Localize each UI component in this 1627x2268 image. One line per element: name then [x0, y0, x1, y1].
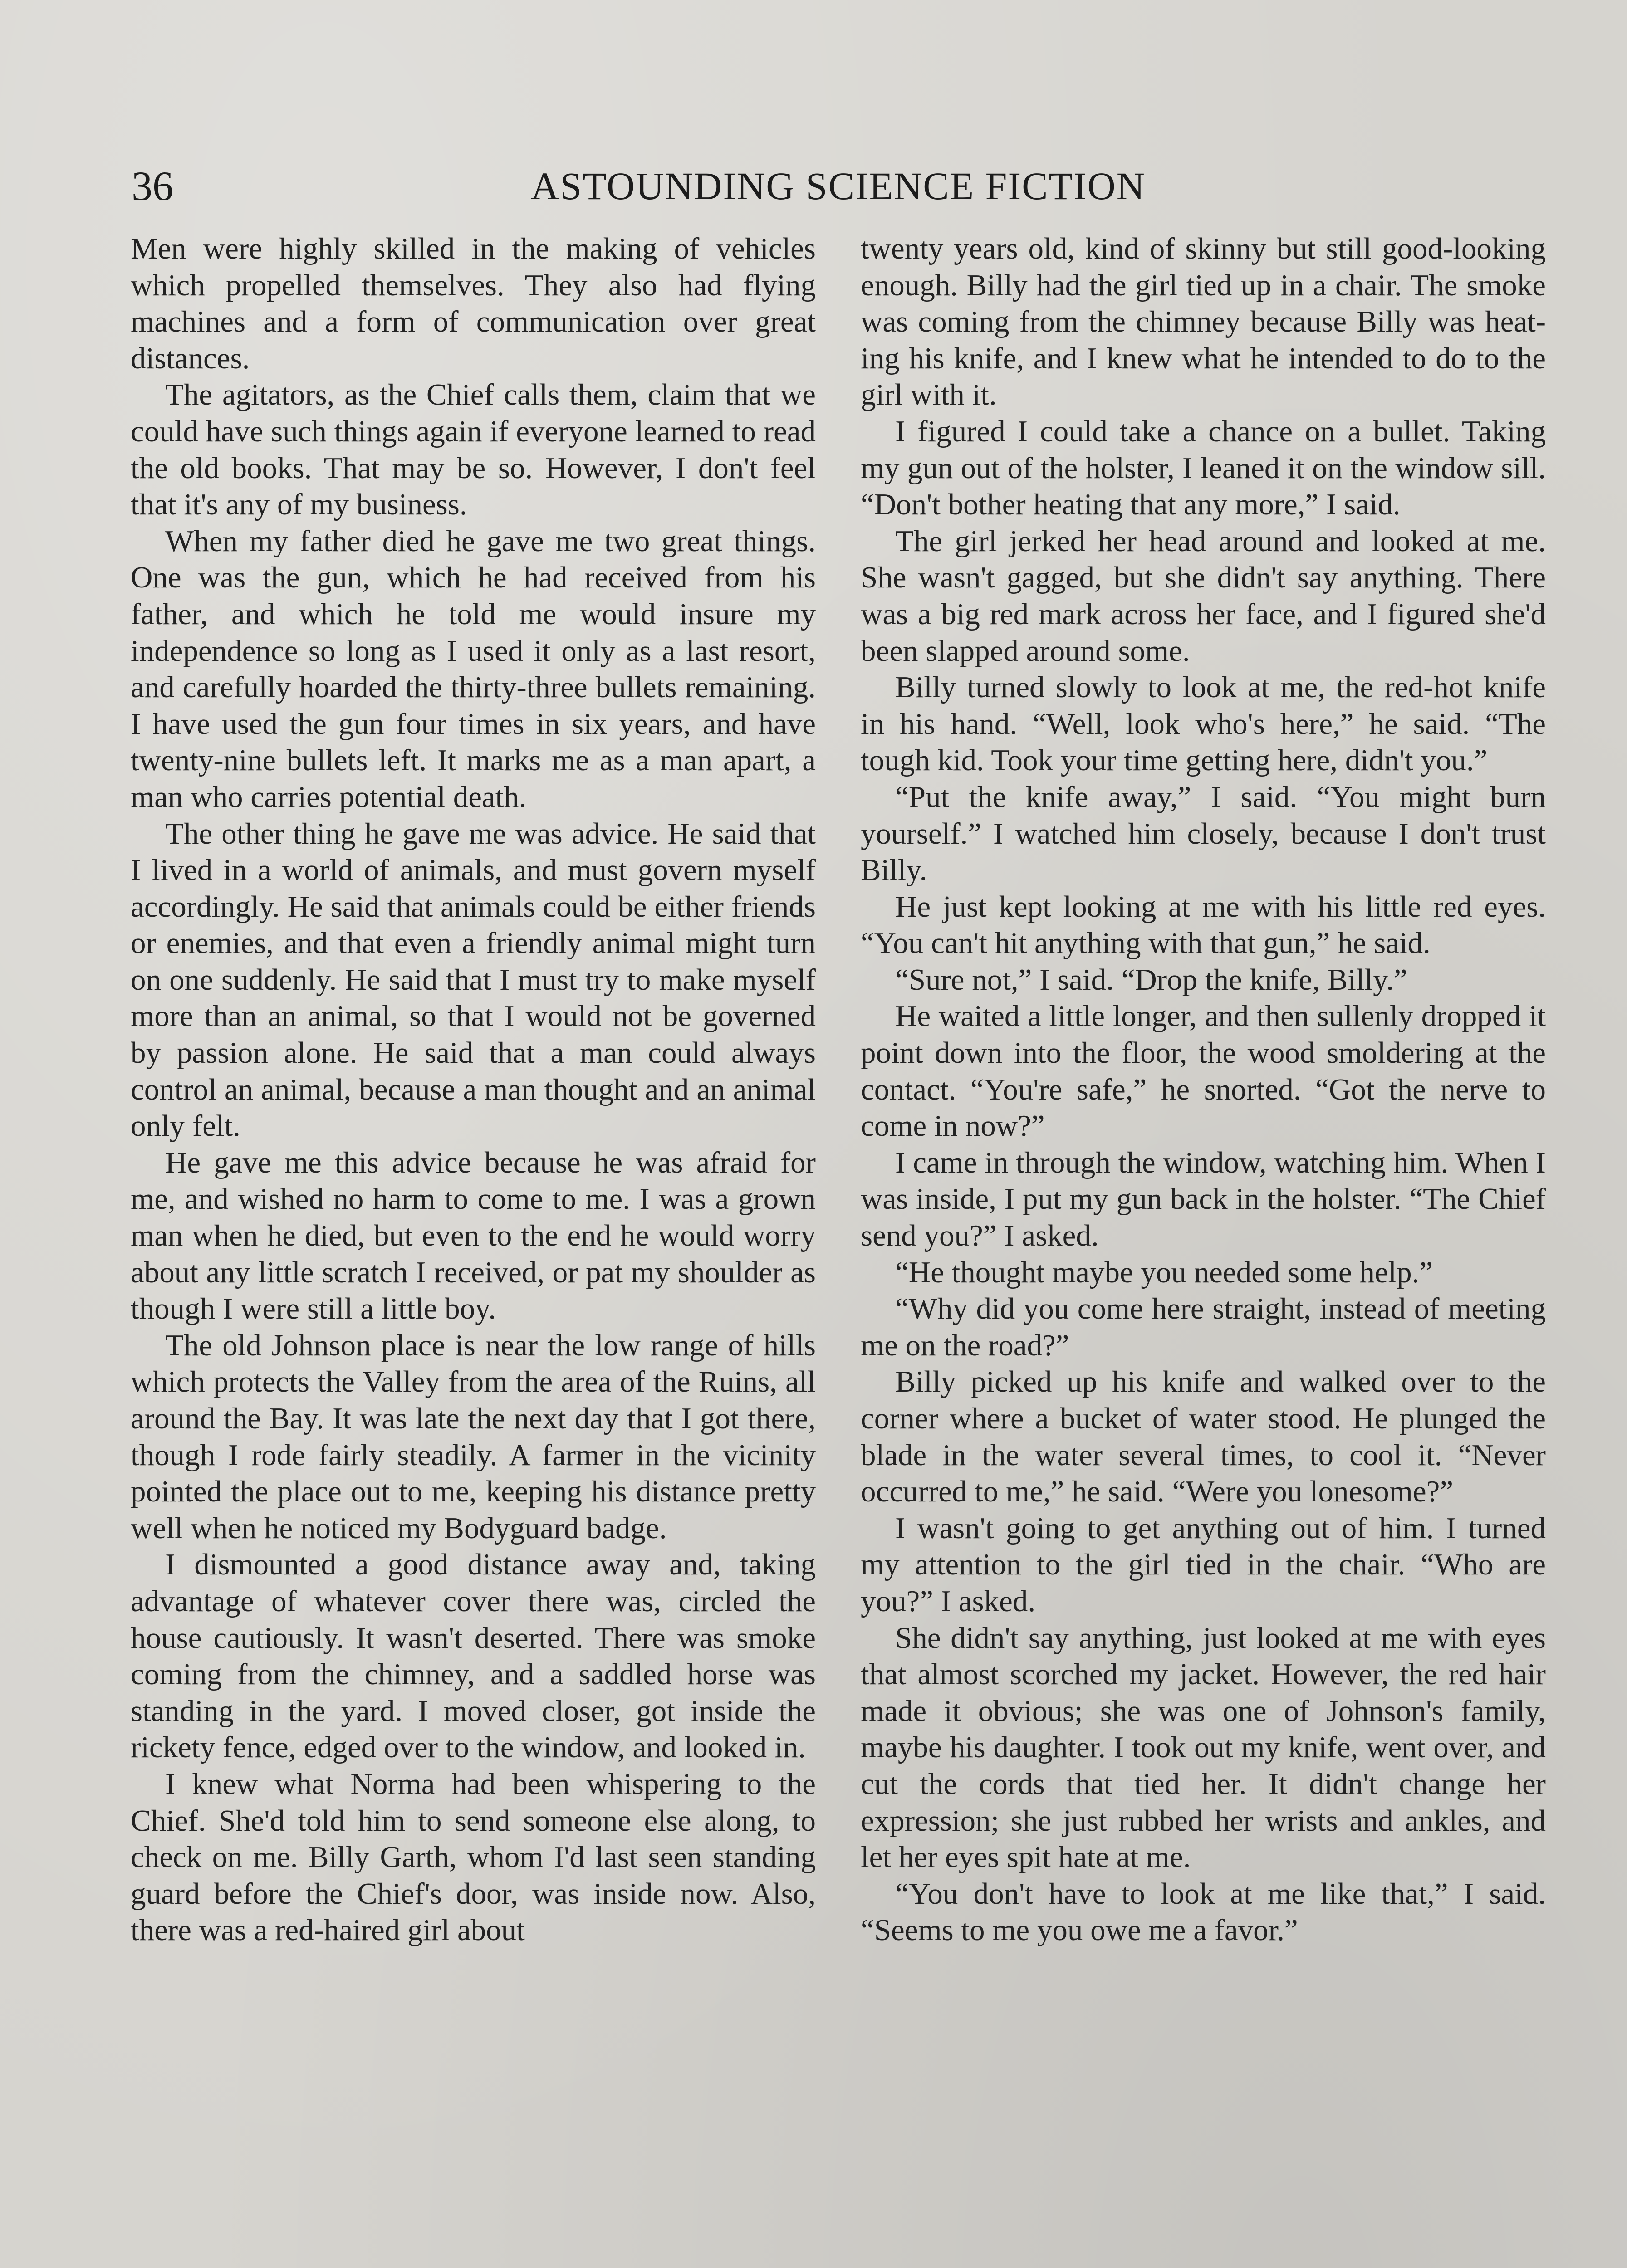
paragraph: “You don't have to look at me like that,” I said. “Seems to me you owe me a favor.”: [861, 1877, 1546, 1947]
paragraph: He gave me this advice because he was afraid for me, and wished no harm to come to me. I was a grown man when he died, but even to the end he would worry about any little scratch I received, or pat my shoulder as though I were still a little boy.: [131, 1145, 816, 1326]
paragraph: I dismounted a good distance away and, taking advantage of whatever cover there was, circled the house cautiously. It wasn't deserted. There was smoke coming from the chimney, and a saddled horse was standing in the yard. I moved closer, got inside the rickety fence, edged over to the window, and looked in.: [131, 1548, 816, 1765]
paragraph: The other thing he gave me was advice. He said that I lived in a world of animals, and must govern myself accordingly. He said that animals could be either friends or enemies, and that even a friendly animal might turn on one suddenly. He said that I must try to make myself more than an animal, so that I would not be governed by passion alone. He said that a man could always control an animal, because a man thought and an animal only felt.: [131, 816, 816, 1143]
paragraph: “Put the knife away,” I said. “You might burn yourself.” I watched him closely, because I don't trust Billy.: [861, 780, 1546, 887]
running-header: [132, 154, 1545, 218]
paragraph: He just kept looking at me with his little red eyes. “You can't hit anything with that gun,” he said.: [861, 890, 1546, 960]
page-number: 36: [132, 163, 173, 209]
paragraph: Billy picked up his knife and walked over to the corner where a bucket of water stood. He plunged the blade in the water several times, to cool it. “Never occurred to me,” he said. “Were you lonesome?”: [861, 1365, 1546, 1509]
paragraph: “Sure not,” I said. “Drop the knife, Billy.”: [895, 963, 1407, 997]
running-title: ASTOUNDING SCIENCE FICTION: [531, 164, 1146, 208]
paragraph: Billy turned slowly to look at me, the red-hot knife in his hand. “Well, look who's here,” he said. “The tough kid. Took your time getting here, didn't you.”: [861, 670, 1546, 777]
right-column: [861, 230, 1546, 1949]
paragraph: The girl jerked her head around and looked at me. She wasn't gagged, but she didn't say anything. There was a big red mark across her face, and I figured she'd been slapped around some.: [861, 524, 1546, 668]
paragraph: “Why did you come here straight, instead of meeting me on the road?”: [861, 1292, 1546, 1362]
paragraph: He waited a little longer, and then sullenly dropped it point down into the floor, the wood smoldering at the contact. “You're safe,” he snorted. “Got the nerve to come in now?”: [861, 999, 1546, 1143]
paragraph: When my father died he gave me two great things. One was the gun, which he had received from his father, and which he told me would insure my independence so long as I used it only as a last resort, and carefully hoarded the thirty-three bullets remaining. I have used the gun four times in six years, and have twenty-nine bullets left. It marks me as a man apart, a man who carries potential death.: [131, 524, 816, 814]
paragraph: I knew what Norma had been whispering to the Chief. She'd told him to send someone else along, to check on me. Billy Garth, whom I'd last seen standing guard before the Chief's door, was inside now. Also, there was a red-haired girl about: [131, 1767, 816, 1947]
paragraph: I came in through the window, watching him. When I was inside, I put my gun back in the holster. “The Chief send you?” I asked.: [861, 1145, 1546, 1253]
left-column: [131, 230, 816, 1949]
paragraph: twenty years old, kind of skinny but still good-looking enough. Billy had the girl tied up in a chair. The smoke was coming from the chimney because Billy was heating his knife, and I knew what he intended to do to the girl with it.: [861, 232, 1546, 412]
paragraph: Men were highly skilled in the making of vehicles which propelled themselves. They also had flying machines and a form of communication over great distances.: [131, 232, 816, 375]
paragraph: She didn't say anything, just looked at me with eyes that almost scorched my jacket. However, the red hair made it obvious; she was one of Johnson's family, maybe his daughter. I took out my knife, went over, and cut the cords that tied her. It didn't change her expression; she just rubbed her wrists and ankles, and let her eyes spit hate at me.: [861, 1621, 1546, 1874]
paragraph: The old Johnson place is near the low range of hills which protects the Valley from the area of the Ruins, all around the Bay. It was late the next day that I got there, though I rode fairly steadily. A farmer in the vicinity pointed the place out to me, keeping his distance pretty well when he noticed my Bodyguard badge.: [131, 1328, 816, 1545]
paragraph: I figured I could take a chance on a bullet. Taking my gun out of the holster, I leaned it on the window sill. “Don't bother heating that any more,” I said.: [861, 414, 1546, 522]
paragraph: The agitators, as the Chief calls them, claim that we could have such things again if everyone learned to read the old books. That may be so. However, I don't feel that it's any of my business.: [131, 378, 816, 522]
paragraph: I wasn't going to get anything out of him. I turned my attention to the girl tied in the chair. “Who are you?” I asked.: [861, 1511, 1546, 1618]
paragraph: “He thought maybe you needed some help.”: [895, 1255, 1433, 1289]
